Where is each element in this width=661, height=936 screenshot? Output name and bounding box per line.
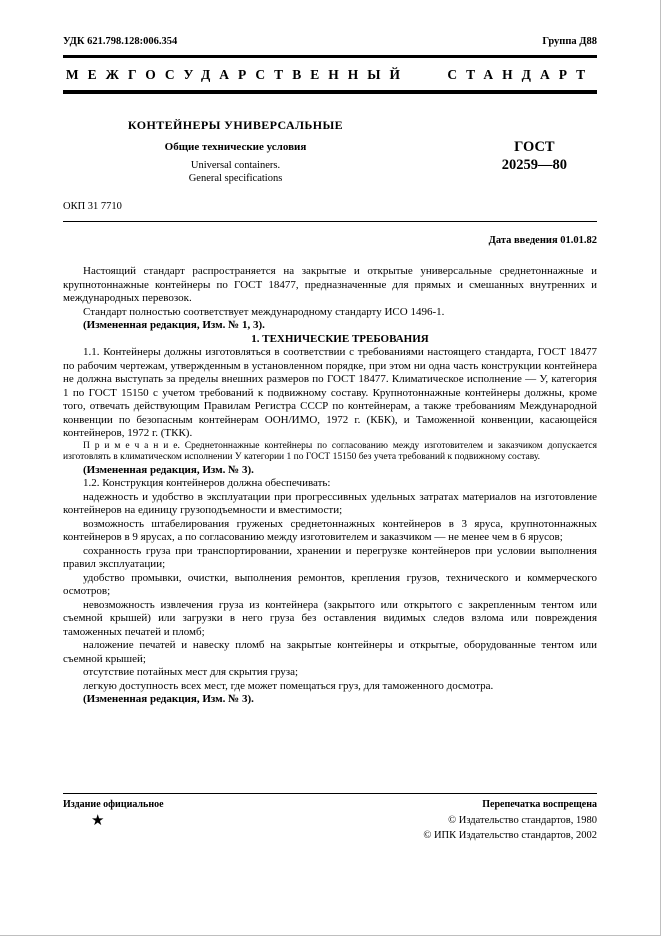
doc-subtitle: Общие технические условия [164, 141, 307, 153]
gost-designation [502, 118, 567, 185]
requirement-item-4: удобство промывки, очистки, выполнения ремонтов, крепления грузов, технического и коммерческого осмотров; [63, 571, 597, 597]
introduction-date: Дата введения 01.01.82 [488, 235, 597, 246]
standard-banner-text: МЕЖГОСУДАРСТВЕННЫЙ СТАНДАРТ [65, 67, 595, 82]
page-footer [63, 793, 597, 843]
header-divider [63, 221, 597, 222]
requirement-item-1: надежность и удобство в эксплуатации при прогрессивных удельных затратах материалов на изготовление контейнеров на единицу грузоподъемности и вместимости; [63, 490, 597, 516]
requirement-item-3: сохранность груза при транспортировании, хранении и перегрузке контейнеров при условии выполнения правил эксплуатации; [63, 544, 597, 570]
requirement-item-6: наложение печатей и навеску пломб на закрытые контейнеры и открытые, оборудованные тентом или съемной крышей; [63, 639, 597, 665]
udk-label: УДК 621.798.128:006.354 [63, 36, 178, 47]
paragraph-1-2-intro: 1.2. Конструкция контейнеров должна обеспечивать: [83, 477, 331, 489]
paragraph-1-1: 1.1. Контейнеры должны изготовляться в соответствии с требованиями настоящего стандарта, ГОСТ 18477 по рабочим чертежам, утвержденным в установленном порядке, при этом ни одна часть конструкции контейнера не должна выступать за пределы внешних размеров по ГОСТ 18477. Климатическое исполнение — У, категория 1 по ГОСТ 15150 с учетом требований к подвижному составу. Крупнотоннажные контейнеры должны, кроме того, отвечать действующим Правилам Регистра СССР по контейнерам, а также требованиям Международной конвенции по безопасным контейнерам ООН/ИМО, 1972 г. (КБК), и Таможенной конвенции, касающейся контейнеров, 1972 г. (ТКК). [63, 346, 597, 439]
reprint-prohibited-label: Перепечатка воспрещена [482, 799, 597, 810]
note-paragraph: П р и м е ч а н и е. Среднетоннажные контейнеры по согласованию между изготовителем и заказчиком допускается изготовлять в климатическом исполнении У категории 1 по ГОСТ 15150 без учета требований к подвижному составу. [63, 440, 597, 462]
amendment-note-1: (Измененная редакция, Изм. № 1, 3). [83, 319, 265, 331]
document-body [63, 265, 597, 707]
gost-label: ГОСТ [514, 139, 555, 155]
gost-number: 20259—80 [501, 157, 567, 173]
copyright-line-1980: © Издательство стандартов, 1980 [448, 815, 597, 826]
footer-notice-row [63, 799, 597, 810]
doc-title: КОНТЕЙНЕРЫ УНИВЕРСАЛЬНЫЕ [127, 118, 344, 132]
requirement-item-7: отсутствие потайных мест для скрытия груза; [83, 666, 299, 678]
amendment-note-2: (Измененная редакция, Изм. № 3). [83, 463, 254, 476]
official-edition-label: Издание официальное [63, 799, 164, 810]
requirement-item-8: легкую доступность всех мест, где может помещаться груз, для таможенного досмотра. [83, 679, 494, 692]
paragraph-intro-1: Настоящий стандарт распространяется на закрытые и открытые универсальные среднетоннажные и крупнотоннажные контейнеры по ГОСТ 18477, предназначенные для прямых и смешанных внутренних и международных перевозок. [63, 265, 597, 304]
copyright-line-2002: © ИПК Издательство стандартов, 2002 [423, 830, 597, 841]
doc-title-english [63, 159, 408, 185]
amendment-note-3: (Измененная редакция, Изм. № 3). [83, 693, 254, 705]
footer-copyright-row [63, 813, 597, 843]
requirement-item-2: возможность штабелирования груженых среднетоннажных контейнеров в 3 яруса, крупнотоннажных контейнеров в 9 ярусах, а по согласованию между изготовителем и заказчиком — не менее чем в 6 ярусов; [63, 517, 597, 543]
doc-subtitle-en: General specifications [188, 173, 283, 184]
doc-title-en: Universal containers. [190, 160, 281, 171]
requirement-item-5: невозможность извлечения груза из контейнера (закрытого или открытого с закрепленным тентом или съемной крышей) или загрузки в него груза без оставления видимых следов взлома или повреждения таможенных печатей и пломб; [63, 598, 597, 638]
paragraph-intro-2: Стандарт полностью соответствует международному стандарту ИСО 1496-1. [83, 305, 445, 318]
title-block [63, 118, 597, 185]
okp-code: ОКП 31 7710 [63, 201, 122, 212]
section-1-heading: 1. ТЕХНИЧЕСКИЕ ТРЕБОВАНИЯ [251, 332, 429, 345]
footer-divider [63, 793, 597, 794]
group-label: Группа Д88 [542, 36, 597, 47]
star-icon: ★ [91, 813, 105, 829]
top-reference-line [63, 36, 597, 47]
standard-banner [63, 55, 597, 94]
title-left-column [63, 118, 408, 185]
copyright-block [423, 813, 597, 843]
